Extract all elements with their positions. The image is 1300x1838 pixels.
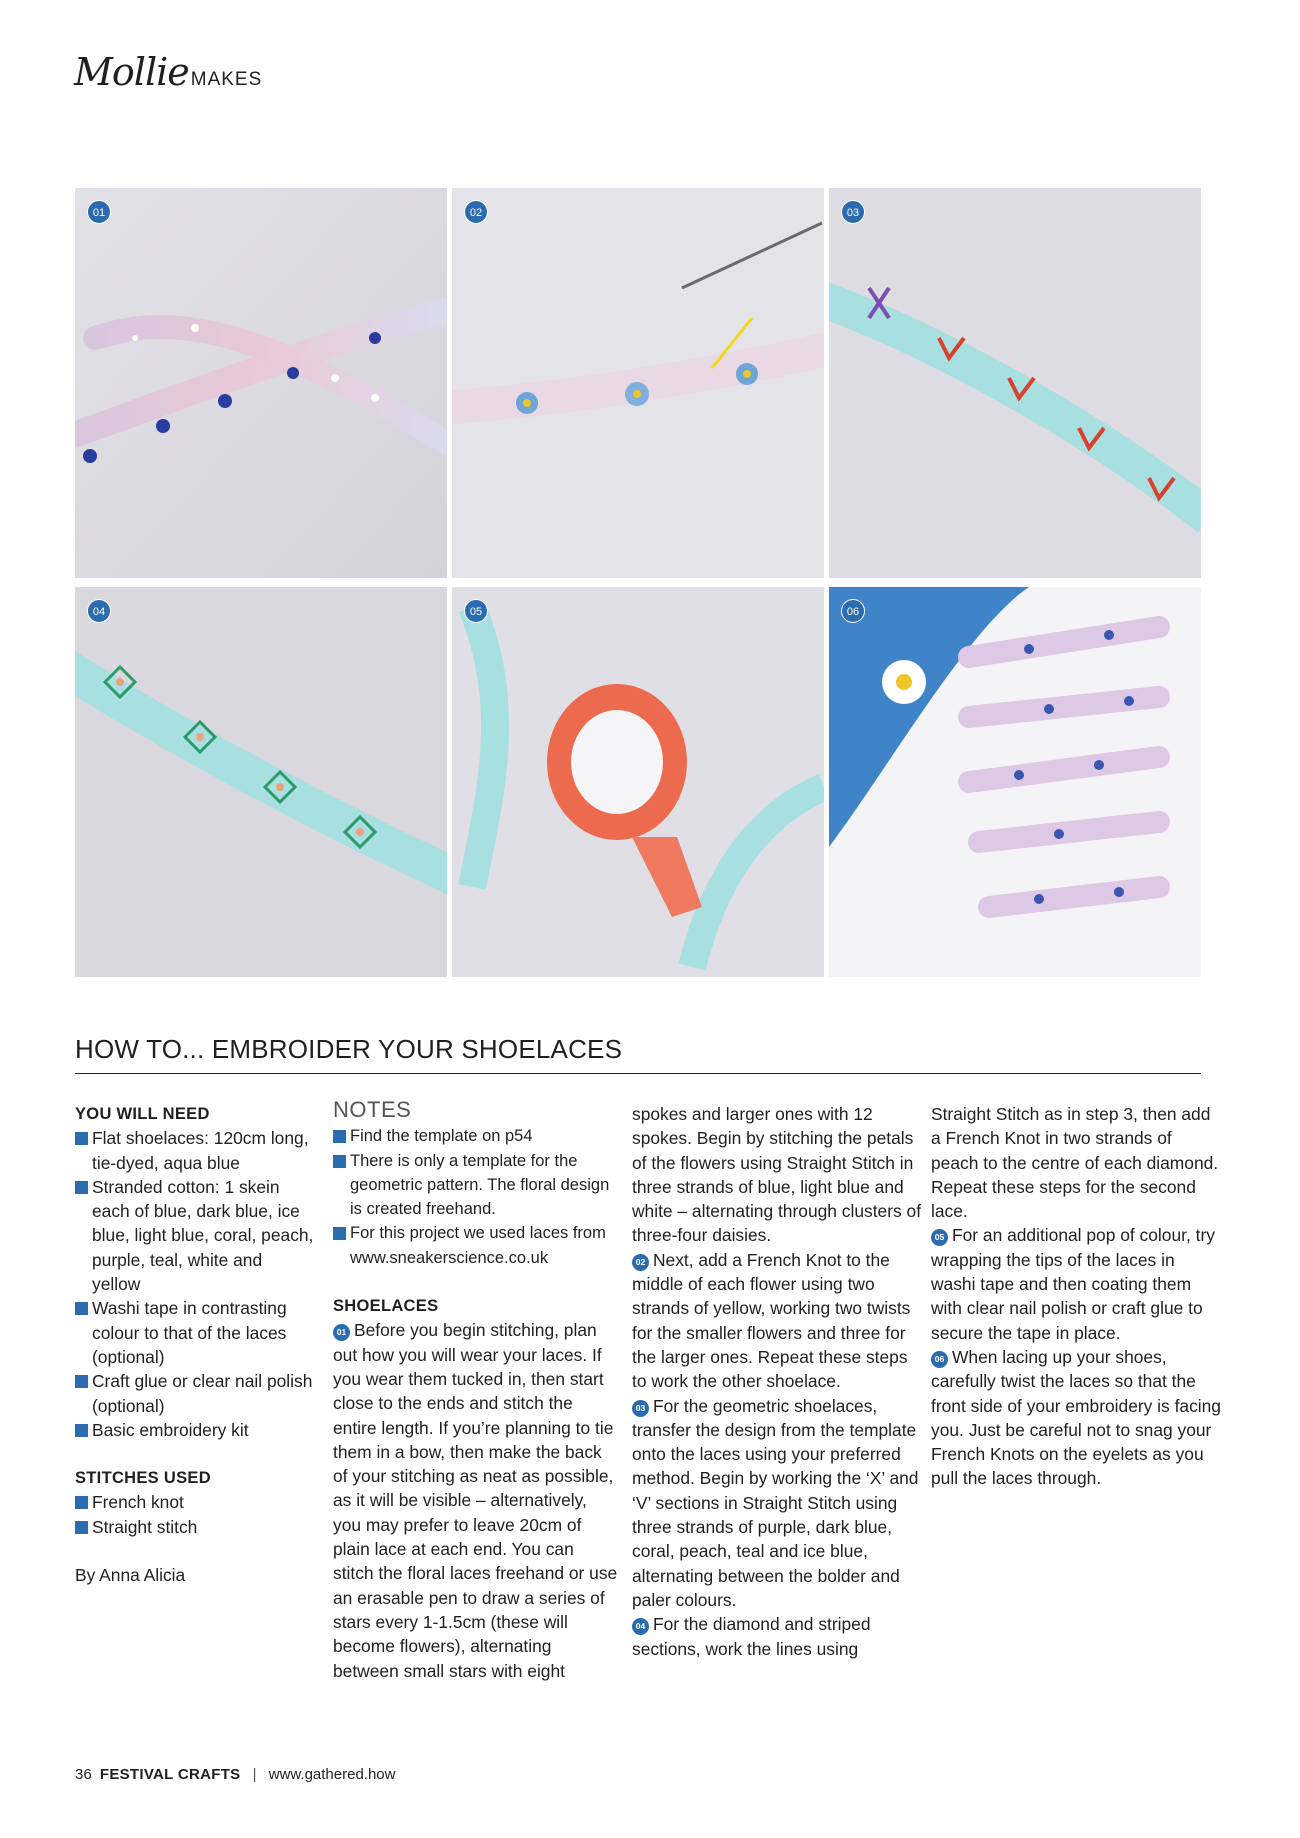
shoelaces-title: SHOELACES (333, 1297, 439, 1316)
step-paragraph: Straight Stitch as in step 3, then add a French Knot in two strands of peach to the centre of each diamond. Repeat these steps for the second lace. (931, 1104, 1219, 1222)
website-link[interactable]: www.gathered.how (268, 1766, 396, 1783)
step-photo-02 (452, 188, 824, 578)
photo-grid (75, 188, 1201, 977)
masthead-logo (74, 50, 262, 94)
notes-title: NOTES (333, 1097, 412, 1122)
step-paragraph: 05 For an additional pop of colour, try wrapping the tips of the laces in washi tape and then coating them with clear nail polish or craft glue to secure the tape in place. (931, 1225, 1215, 1343)
washi-tape-illustration (452, 587, 824, 977)
step-paragraph: 02 Next, add a French Knot to the middle of each flower using two strands of yellow, working two twists for the smaller flowers and three for the larger ones. Repeat these steps to work the other shoelace. (632, 1249, 911, 1392)
step-number-badge: 05 (464, 599, 488, 623)
needle-flowers-illustration (452, 188, 824, 578)
list-item: For this project we used laces from www.sneakerscience.co.uk (333, 1221, 619, 1270)
logo-makes: MAKES (190, 69, 263, 90)
logo-script: Mollie (74, 50, 189, 94)
article-heading: HOW TO... EMBROIDER YOUR SHOELACES (75, 1034, 1201, 1074)
diamond-lace-illustration (75, 587, 447, 977)
step-number-icon: 03 (632, 1400, 649, 1417)
column-materials (75, 1102, 315, 1587)
list-item: Stranded cotton: 1 skein each of blue, dark blue, ice blue, light blue, coral, peach, purple, teal, white and yellow (75, 1175, 315, 1296)
step-paragraph: 06 When lacing up your shoes, carefully twist the laces so that the front side of your embroidery is facing you. Just be careful not to snag your French Knots on the eyelets as you pull the laces through. (931, 1346, 1221, 1489)
stitches-used-list (75, 1490, 315, 1539)
column-steps-3 (931, 1102, 1221, 1491)
step-photo-05 (452, 587, 824, 977)
list-item: French knot (75, 1490, 315, 1514)
you-will-need-list (75, 1126, 315, 1442)
step-number-icon: 01 (333, 1324, 350, 1341)
step-paragraph: spokes and larger ones with 12 spokes. Begin by stitching the petals of the flowers using Straight Stitch in three strands of blue, light blue and white – alternating through clusters of three-four daisies. (632, 1104, 922, 1246)
byline: By Anna Alicia (75, 1565, 186, 1586)
step-paragraph: 03 For the geometric shoelaces, transfer the design from the template onto the laces using your preferred method. Begin by working the ‘X’ and ‘V’ sections in Straight Stitch using three strands of purple, dark blue, coral, peach, teal and ice blue, alternating between the bolder and paler colours. (632, 1395, 919, 1610)
step-number-badge: 02 (464, 200, 488, 224)
magazine-name: FESTIVAL CRAFTS (99, 1766, 241, 1783)
page-number: 36 (75, 1766, 92, 1783)
laced-shoe-illustration (829, 587, 1201, 977)
step-photo-06 (829, 587, 1201, 977)
notes-list (333, 1124, 619, 1270)
floral-lace-illustration (75, 188, 447, 578)
column-steps-2 (632, 1102, 922, 1661)
step-number-badge: 04 (87, 599, 111, 623)
list-item: Find the template on p54 (333, 1124, 619, 1148)
list-item: Craft glue or clear nail polish (optional) (75, 1369, 315, 1418)
list-item: Washi tape in contrasting colour to that of the laces (optional) (75, 1296, 315, 1369)
list-item: Basic embroidery kit (75, 1418, 315, 1442)
step-number-badge: 06 (841, 599, 865, 623)
step-paragraph: 04 For the diamond and striped sections, work the lines using (632, 1614, 871, 1659)
step-number-icon: 02 (632, 1254, 649, 1271)
list-item: Flat shoelaces: 120cm long, tie-dyed, aqua blue (75, 1126, 315, 1175)
list-item: There is only a template for the geometric pattern. The floral design is created freehand. (333, 1149, 619, 1222)
step-number-badge: 01 (87, 200, 111, 224)
you-will-need-title: YOU WILL NEED (75, 1105, 210, 1123)
step-number-icon: 05 (931, 1229, 948, 1246)
step-photo-01 (75, 188, 447, 578)
step-number-icon: 04 (632, 1618, 649, 1635)
stitches-used-title: STITCHES USED (75, 1469, 211, 1488)
column-notes-and-steps (333, 1097, 619, 1683)
geometric-lace-illustration (829, 188, 1201, 578)
list-item: Straight stitch (75, 1515, 315, 1539)
footer-separator: | (252, 1766, 257, 1783)
step-number-icon: 06 (931, 1351, 948, 1368)
page-footer (75, 1766, 395, 1783)
step-photo-04 (75, 587, 447, 977)
step-photo-03 (829, 188, 1201, 578)
step-number-badge: 03 (841, 200, 865, 224)
step-paragraph: 01 Before you begin stitching, plan out how you will wear your laces. If you wear them tucked in, then start close to the ends and stitch the entire length. If you’re planning to tie them in a bow, then make the back of your stitching as neat as possible, as it will be visible – alternatively, you may prefer to leave 20cm of plain lace at each end. You can stitch the floral laces freehand or use an erasable pen to draw a series of stars every 1-1.5cm (these will become flowers), alternating between small stars with eight (333, 1320, 618, 1681)
